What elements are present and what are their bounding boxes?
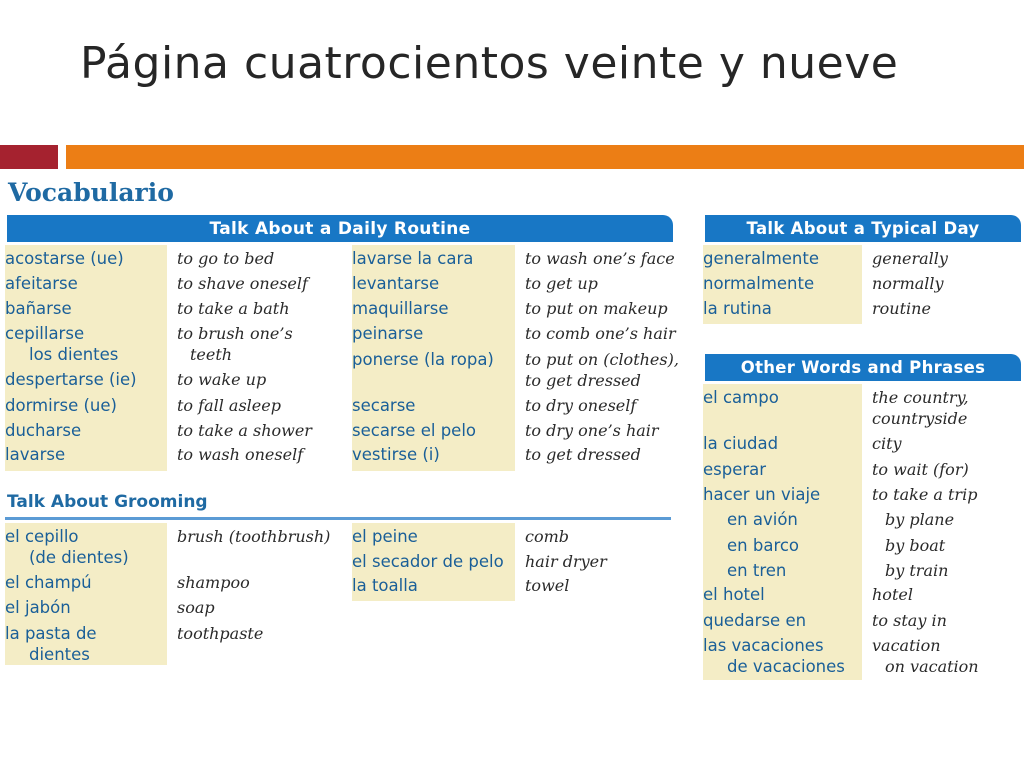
term-en: by train (885, 561, 949, 580)
term-en: city (872, 434, 902, 453)
term-en: to get dressed (525, 371, 641, 390)
term-es: lavarse la cara (352, 249, 474, 268)
typical-day-spanish-column (703, 245, 862, 324)
term-en: routine (872, 299, 931, 318)
term-es: el cepillo (5, 527, 79, 546)
term-en: to stay in (872, 611, 947, 630)
term-es: levantarse (352, 274, 440, 293)
term-es: hacer un viaje (703, 485, 821, 504)
term-en: vacation (872, 636, 941, 655)
slide-title: Página cuatrocientos veinte y nueve (80, 38, 899, 89)
term-es: el champú (5, 573, 92, 592)
other-words-spanish-column (703, 384, 862, 680)
term-es: normalmente (703, 274, 815, 293)
term-en: generally (872, 249, 948, 268)
term-es: lavarse (5, 445, 66, 464)
term-es: en barco (727, 536, 800, 555)
daily-right-spanish-column (352, 245, 515, 471)
term-es: despertarse (ie) (5, 370, 137, 389)
term-es: quedarse en (703, 611, 807, 630)
term-en: to get dressed (525, 445, 641, 464)
term-es: peinarse (352, 324, 424, 343)
grooming-left-english-column (177, 523, 347, 665)
term-en: comb (525, 527, 570, 546)
term-es: cepillarse (5, 324, 85, 343)
term-es: en tren (727, 561, 787, 580)
daily-left-english-column (177, 245, 347, 471)
term-en: to shave oneself (177, 274, 308, 293)
term-es: la rutina (703, 299, 772, 318)
typical-day-header: Talk About a Typical Day (705, 215, 1021, 242)
term-es: de vacaciones (727, 657, 845, 676)
term-es: dormirse (ue) (5, 396, 117, 415)
term-es: las vacaciones (703, 636, 824, 655)
term-en: shampoo (177, 573, 250, 592)
term-en: to take a bath (177, 299, 290, 318)
term-en: to dry one’s hair (525, 421, 659, 440)
term-en: to dry oneself (525, 396, 637, 415)
term-en: to put on makeup (525, 299, 668, 318)
grooming-right-english-column (525, 523, 675, 601)
term-es: los dientes (29, 345, 119, 364)
accent-bar-orange (66, 145, 1024, 169)
term-en: countryside (872, 409, 968, 428)
term-es: la toalla (352, 576, 418, 595)
typical-day-english-column (872, 245, 1022, 324)
vocabulario-heading: Vocabulario (8, 178, 174, 207)
term-en: soap (177, 598, 215, 617)
term-en: to put on (clothes), (525, 350, 679, 369)
term-en: by boat (885, 536, 946, 555)
term-es: la pasta de (5, 624, 97, 643)
daily-left-spanish-column (5, 245, 167, 471)
term-en: to take a trip (872, 485, 978, 504)
term-en: to wait (for) (872, 460, 969, 479)
term-en: to wash one’s face (525, 249, 675, 268)
term-es: acostarse (ue) (5, 249, 124, 268)
term-en: to wash oneself (177, 445, 304, 464)
term-es: afeitarse (5, 274, 78, 293)
term-en: on vacation (885, 657, 979, 676)
daily-right-english-column (525, 245, 679, 471)
term-en: by plane (885, 510, 955, 529)
term-en: teeth (190, 345, 233, 364)
term-en: brush (toothbrush) (177, 527, 331, 546)
term-es: dientes (29, 645, 90, 664)
term-en: toothpaste (177, 624, 264, 643)
term-en: to fall asleep (177, 396, 281, 415)
grooming-divider (5, 517, 671, 520)
term-en: hair dryer (525, 552, 607, 571)
term-en: to go to bed (177, 249, 275, 268)
term-en: to brush one’s (177, 324, 293, 343)
term-en: to take a shower (177, 421, 312, 440)
daily-routine-header: Talk About a Daily Routine (7, 215, 673, 242)
term-en: hotel (872, 585, 913, 604)
term-en: to wake up (177, 370, 267, 389)
term-en: normally (872, 274, 944, 293)
term-es: el hotel (703, 585, 765, 604)
term-es: (de dientes) (29, 548, 129, 567)
term-es: generalmente (703, 249, 820, 268)
term-es: el campo (703, 388, 779, 407)
term-es: ducharse (5, 421, 82, 440)
term-es: secarse (352, 396, 416, 415)
term-en: to get up (525, 274, 598, 293)
grooming-heading: Talk About Grooming (7, 492, 208, 512)
term-en: to comb one’s hair (525, 324, 676, 343)
term-es: en avión (727, 510, 798, 529)
term-es: el secador de pelo (352, 552, 504, 571)
term-en: the country, (872, 388, 969, 407)
term-es: el jabón (5, 598, 71, 617)
term-en: towel (525, 576, 570, 595)
term-es: el peine (352, 527, 418, 546)
term-es: la ciudad (703, 434, 779, 453)
other-words-header: Other Words and Phrases (705, 354, 1021, 381)
accent-bar-red (0, 145, 58, 169)
term-es: bañarse (5, 299, 72, 318)
grooming-right-spanish-column (352, 523, 515, 601)
grooming-left-spanish-column (5, 523, 167, 665)
term-es: esperar (703, 460, 767, 479)
term-es: vestirse (i) (352, 445, 440, 464)
term-es: secarse el pelo (352, 421, 476, 440)
term-es: maquillarse (352, 299, 449, 318)
term-es: ponerse (la ropa) (352, 350, 494, 369)
other-words-english-column (872, 384, 1022, 680)
